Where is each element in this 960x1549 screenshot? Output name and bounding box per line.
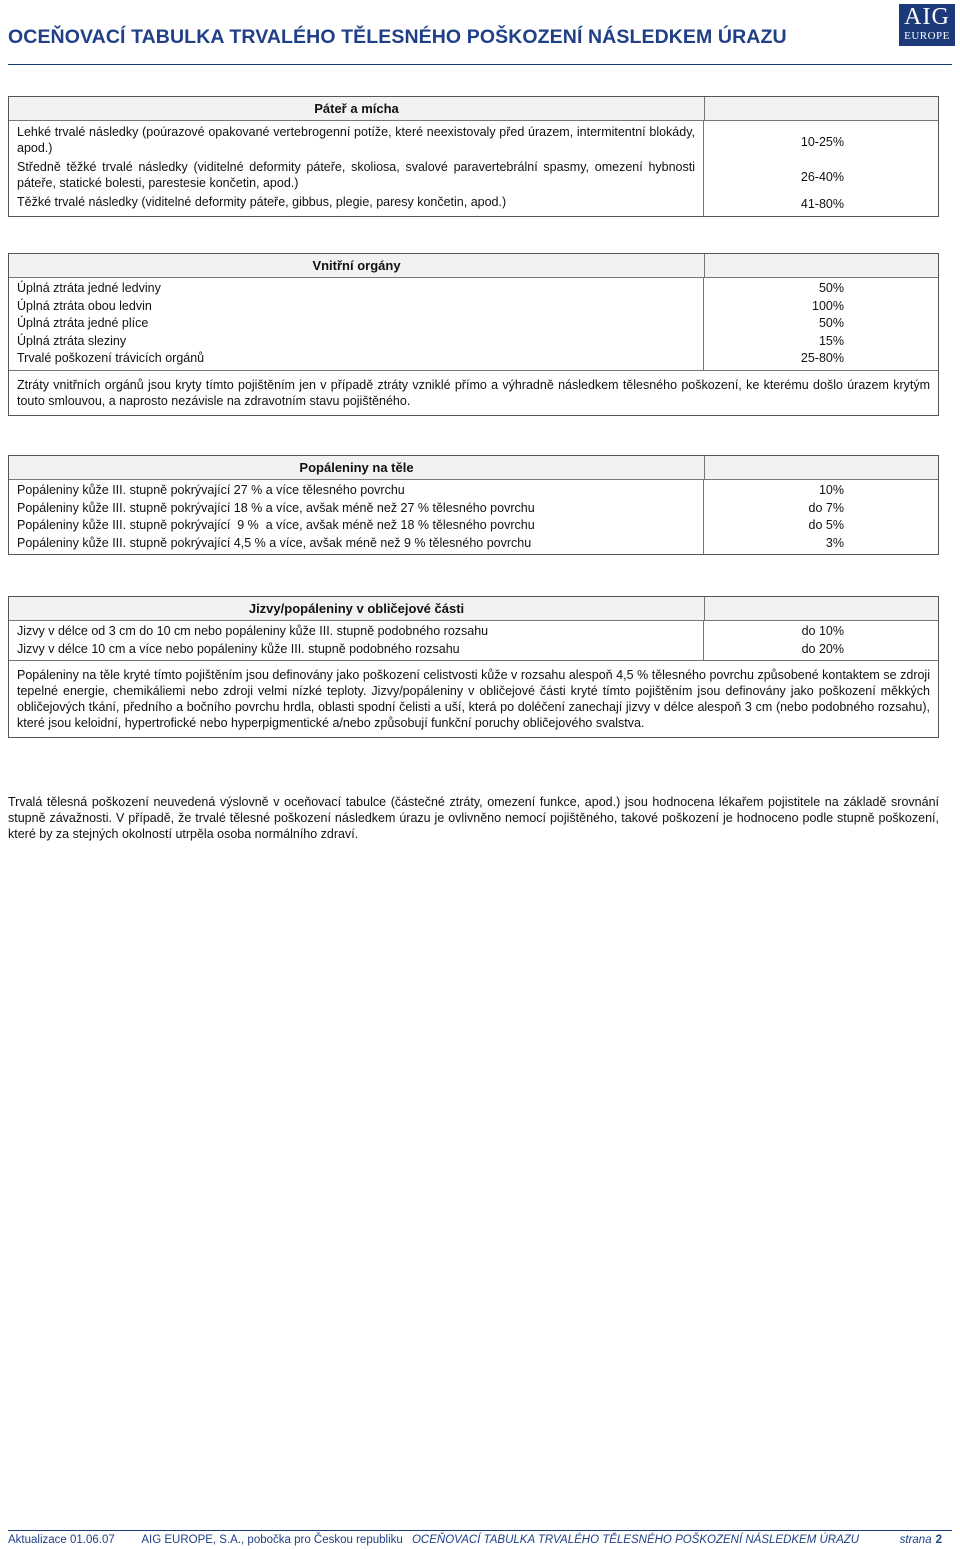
- burns-header: [9, 456, 938, 480]
- organs-row-value: 25-80%: [800, 351, 844, 365]
- footer-company: AIG EUROPE, S.A., pobočka pro Českou republiku: [141, 1534, 403, 1546]
- spine-row-text: Těžké trvalé následky (viditelné deformity páteře, gibbus, plegie, paresy končetin, apod.): [17, 195, 507, 209]
- organs-section: [8, 253, 939, 416]
- burns-row-value: do 7%: [808, 500, 844, 515]
- organs-row-text: Úplná ztráta jedné plíce: [17, 316, 149, 330]
- burns-section: [8, 455, 939, 555]
- spine-rows: [9, 121, 938, 216]
- page-footer: [8, 1534, 942, 1546]
- footer-page: [900, 1534, 942, 1546]
- face-row-value: do 10%: [801, 624, 844, 638]
- burns-row-value: 10%: [818, 483, 844, 497]
- face-row-value: do 20%: [801, 641, 844, 656]
- burns-row-text: Popáleniny kůže III. stupně pokrývající 9 % a více, avšak méně než 18 % tělesného povrchu: [17, 518, 535, 532]
- burns-row-text: Popáleniny kůže III. stupně pokrývající 4,5 % a více, avšak méně než 9 % tělesného povrchu: [17, 535, 532, 550]
- burns-row-text: Popáleniny kůže III. stupně pokrývající 18 % a více, avšak méně než 27 % tělesného povrchu: [17, 500, 535, 515]
- organs-row-value: 15%: [818, 333, 844, 348]
- organs-row-value: 50%: [818, 281, 844, 295]
- organs-row-text: Úplná ztráta sleziny: [17, 333, 127, 348]
- organs-row-text: Úplná ztráta obou ledvin: [17, 298, 152, 313]
- organs-title: Vnitřní orgány: [9, 254, 705, 277]
- organs-row-text: Trvalé poškození trávicích orgánů: [17, 351, 205, 365]
- header-divider: [8, 64, 952, 65]
- spine-title: Páteř a mícha: [9, 97, 705, 120]
- spine-header: [9, 97, 938, 121]
- face-section: [8, 596, 939, 738]
- face-note: Popáleniny na těle kryté tímto pojištěním jsou definovány jako poškození celistvosti kůže v rozsahu alespoň 4,5 % tělesného povrchu způsobené kontaktem se zdroji tepelné energie, chemikáliemi nebo zdroji velmi nízké teploty. Jizvy/popáleniny v obličejové části kryté tímto pojištěním jsou definovány jako poškození měkkých obličejových tkání, předního a bočního povrchu hrdla, oblasti spodní čelisti a uší, která po doléčení zanechají jizvy v délce alespoň 3 cm (nebo podobného rozsahu), které jsou keloidní, hypertrofické nebo hyperpigmentické a/nebo způsobují funkční poruchy obličejového svalstva.: [9, 660, 938, 737]
- burns-row-value: 3%: [825, 535, 844, 550]
- organs-note: Ztráty vnitřních orgánů jsou kryty tímto pojištěním jen v případě ztráty vzniklé přímo a výhradně následkem tělesného poškození, ke kterému došlo úrazem krytým touto smlouvou, a naprosto nezávisle na zdravotním stavu pojištěného.: [9, 370, 938, 415]
- footer-doc-title: OCEŇOVACÍ TABULKA TRVALÉHO TĚLESNÉHO POŠKOZENÍ NÁSLEDKEM ÚRAZU: [411, 1534, 860, 1546]
- spine-row-value: 41-80%: [800, 197, 844, 211]
- burns-rows: [9, 480, 938, 554]
- face-row-text: Jizvy v délce od 3 cm do 10 cm nebo popáleniny kůže III. stupně podobného rozsahu: [17, 624, 489, 638]
- face-row-text: Jizvy v délce 10 cm a více nebo popáleniny kůže III. stupně podobného rozsahu: [17, 641, 460, 656]
- burns-row-value: do 5%: [808, 518, 844, 532]
- organs-row-value: 50%: [818, 316, 844, 330]
- organs-header: [9, 254, 938, 278]
- spine-row-value: 10-25%: [800, 135, 844, 149]
- footer-page-number: 2: [935, 1534, 942, 1546]
- organs-row-value: 100%: [812, 298, 844, 313]
- face-title: Jizvy/popáleniny v obličejové části: [9, 597, 705, 620]
- organs-rows: [9, 278, 938, 370]
- organs-row-text: Úplná ztráta jedné ledviny: [17, 281, 161, 295]
- footer-divider: [8, 1530, 952, 1531]
- closing-paragraph: Trvalá tělesná poškození neuvedená výslovně v oceňovací tabulce (částečné ztráty, omezení funkce, apod.) jsou hodnocena lékařem pojistitele na základě srovnání stupně závažnosti. V případě, že trvalé tělesné poškození následkem úrazu je ovlivněno nemocí pojištěného, takové poškození je hodnoceno podle stupně poškození, které by za stejných okolností utrpěla osoba normálního zdraví.: [8, 795, 939, 841]
- face-rows: [9, 621, 938, 660]
- face-header: [9, 597, 938, 621]
- footer-update: Aktualizace 01.06.07: [8, 1534, 115, 1546]
- aig-europe-logo: [899, 4, 955, 46]
- page-title: OCEŇOVACÍ TABULKA TRVALÉHO TĚLESNÉHO POŠKOZENÍ NÁSLEDKEM ÚRAZU: [8, 26, 787, 48]
- spine-row-value: 26-40%: [800, 170, 844, 184]
- logo-europe: EUROPE: [904, 30, 950, 42]
- spine-row-text: Středně těžké trvalé následky (viditelné deformity páteře, skoliosa, svalové paravertebrální spasmy, omezení hybnosti páteře, statické bolesti, parestesie končetin, apod.): [17, 160, 695, 190]
- footer-page-label: strana: [899, 1534, 932, 1546]
- burns-title: Popáleniny na těle: [9, 456, 705, 479]
- spine-section: [8, 96, 939, 217]
- spine-row-text: Lehké trvalé následky (poúrazové opakované vertebrogenní potíže, které neexistovaly před úrazem, intermitentní blokády, apod.): [17, 125, 695, 155]
- burns-row-text: Popáleniny kůže III. stupně pokrývající 27 % a více tělesného povrchu: [17, 483, 405, 497]
- logo-aig: AIG: [904, 4, 950, 30]
